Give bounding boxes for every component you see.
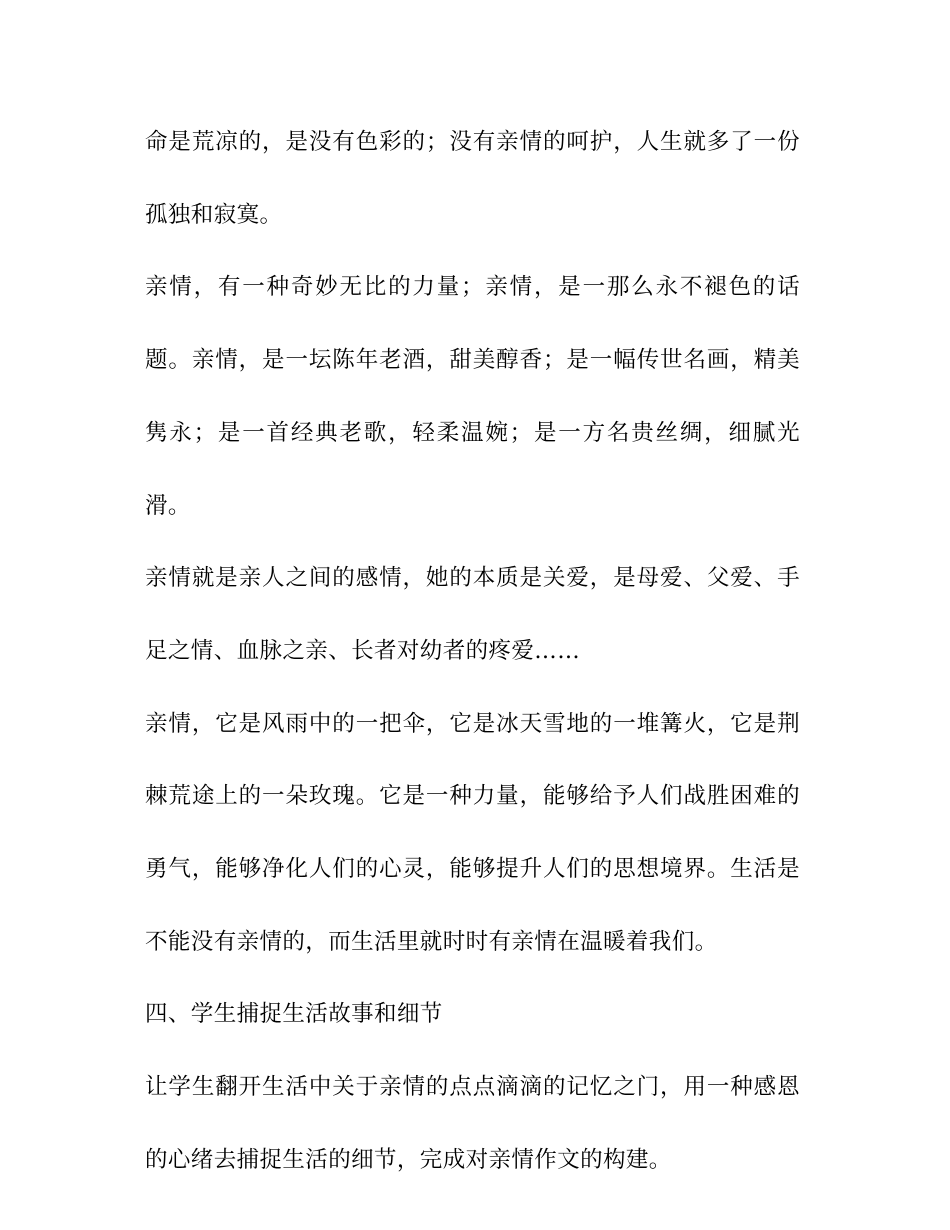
section-heading: 四、学生捕捉生活故事和细节 [145, 1001, 443, 1028]
paragraph-4: 亲情，它是风雨中的一把伞，它是冰天雪地的一堆篝火，它是荆棘荒途上的一朵玫瑰。它是一种力量，能够给予人们战胜困难的勇气，能够净化人们的心灵，能够提升人们的思想境界。生活是不能没有亲情的，而生活里就时时有亲情在温暖着我们。 [145, 710, 800, 955]
body-text [145, 106, 800, 1197]
paragraph-1: 命是荒凉的，是没有色彩的；没有亲情的呵护，人生就多了一份孤独和寂寞。 [145, 129, 800, 228]
paragraph-2: 亲情，有一种奇妙无比的力量；亲情，是一那么永不褪色的话题。亲情，是一坛陈年老酒，甜美醇香；是一幅传世名画，精美隽永；是一首经典老歌，轻柔温婉；是一方名贵丝绸，细腻光滑。 [145, 274, 800, 519]
paragraph-5: 让学生翻开生活中关于亲情的点点滴滴的记忆之门，用一种感恩的心绪去捕捉生活的细节，完成对亲情作文的构建。 [145, 1074, 800, 1173]
paragraph-3: 亲情就是亲人之间的感情，她的本质是关爱，是母爱、父爱、手足之情、血脉之亲、长者对幼者的疼爱…… [145, 565, 800, 664]
